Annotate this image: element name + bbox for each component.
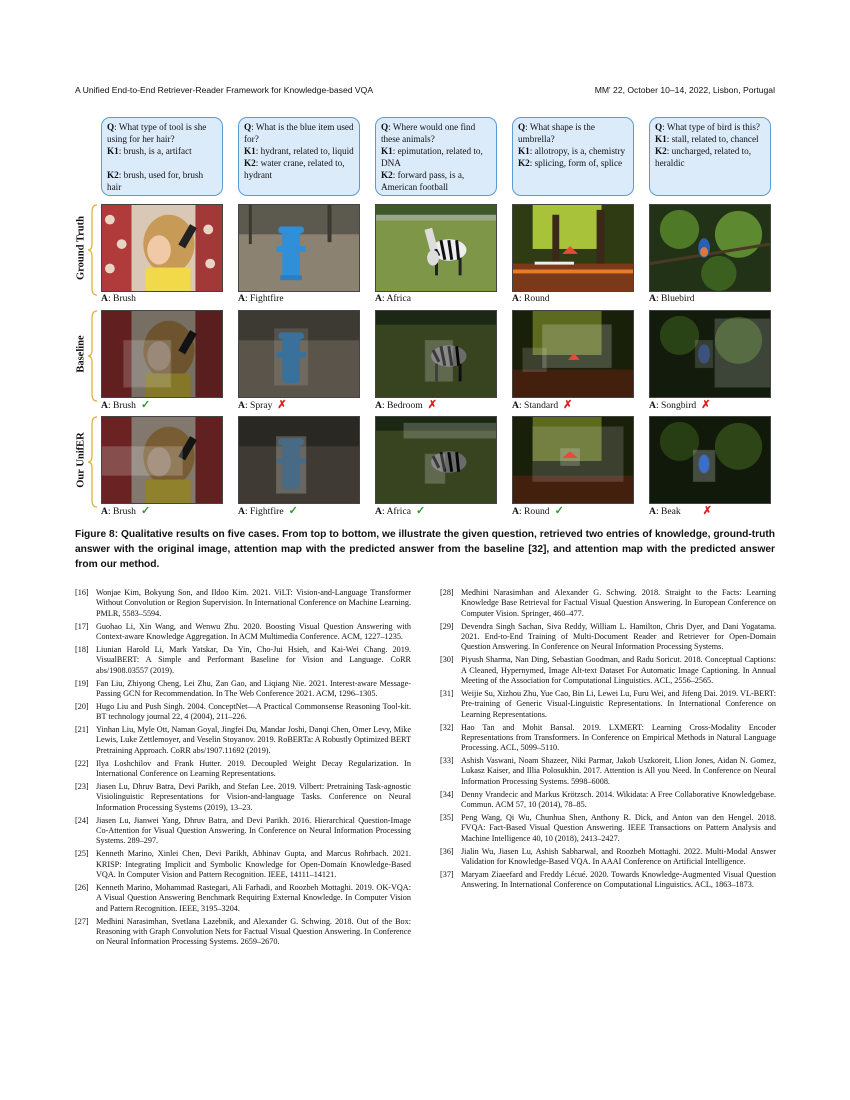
running-header (75, 85, 775, 95)
image-bird-gt (649, 204, 771, 292)
reference-item: [23] Jiasen Lu, Dhruv Batra, Devi Parikh, and Stefan Lee. 2019. Vilbert: Pretraining Task-agnostic Visiolinguistic Representations for Vision-and-language Tasks. Conference on Neural Information Processing Systems (2019), 13–23. (75, 782, 411, 812)
image-girl-brush-baseline (101, 310, 223, 398)
reference-item: [29] Devendra Singh Sachan, Siva Reddy, William L. Hamilton, Chris Dyer, and Dani Yogatama. 2021. End-to-End Training of Multi-Document Reader and Retriever for Open-Domain Question Answering. In Conference on Neural Information Processing Systems. (440, 621, 776, 652)
references-right (440, 588, 776, 893)
row-label-ours: Our UnifER (75, 432, 87, 488)
cross-icon: ✗ (701, 399, 711, 411)
answer-gt-2: A: Fightfire (238, 293, 284, 304)
brace-baseline (88, 310, 98, 402)
reference-item: [24] Jiasen Lu, Jianwei Yang, Dhruv Batra, and Devi Parikh. 2016. Hierarchical Question-Image Co-Attention for Visual Question Answering. In Conference on Neural Information Processing Systems. 289–297. (75, 815, 411, 846)
image-girl-brush-ours (101, 416, 223, 504)
answer-gt-4: A: Round (512, 293, 550, 304)
reference-item: [35] Peng Wang, Qi Wu, Chunhua Shen, Anthony R. Dick, and Anton van den Hengel. 2018. FVQA: Fact-Based Visual Question Answering. IEEE Transactions on Pattern Analysis and Machine Intelligence 40, 10 (2018), 2413–2427. (440, 813, 776, 843)
image-bird-ours (649, 416, 771, 504)
reference-item: [31] Weijie Su, Xizhou Zhu, Yue Cao, Bin Li, Lewei Lu, Furu Wei, and Jifeng Dai. 2019. VL-BERT: Pre-training of Generic Visual-Linguistic Representations. In International Conference on Learning Representations. (440, 688, 776, 719)
reference-item: [26] Kenneth Marino, Mohammad Rastegari, Ali Farhadi, and Roozbeh Mottaghi. 2019. OK-VQA: A Visual Question Answering Benchmark Requiring External Knowledge. In Computer Vision and Pattern Recognition. IEEE, 3195–3204. (75, 882, 411, 913)
answer-ours-1: A: Brush ✓ (101, 505, 151, 517)
reference-item: [21] Yinhan Liu, Myle Ott, Naman Goyal, Jingfei Du, Mandar Joshi, Danqi Chen, Omer Levy, Mike Lewis, Luke Zettlemoyer, and Veselin Stoyanov. 2019. RoBERTa: A Robustly Optimized BERT Pretraining Approach. CoRR abs/1907.11692 (2019). (75, 725, 411, 755)
question-box-3: Q: Where would one find these animals? K1: epimutation, related to, DNA K2: forward pass, is a, American football (375, 117, 497, 196)
check-icon: ✓ (554, 505, 564, 517)
question-box-2: Q: What is the blue item used for? K1: hydrant, related to, liquid K2: water crane, related to, hydrant (238, 117, 360, 196)
cross-icon: ✗ (277, 399, 287, 411)
brace-ours (88, 416, 98, 508)
reference-item: [28] Medhini Narasimhan and Alexander G. Schwing. 2018. Straight to the Facts: Learning Knowledge Base Retrieval for Factual Visual Question Answering. In European Conference on Computer Vision. Springer, 460–477. (440, 588, 776, 618)
check-icon: ✓ (415, 505, 426, 517)
cross-icon: ✗ (563, 399, 573, 411)
answer-gt-1: A: Brush (101, 293, 136, 304)
answer-baseline-2: A: Spray ✗ (238, 399, 287, 411)
reference-item: [16] Wonjae Kim, Bokyung Son, and Ildoo Kim. 2021. ViLT: Vision-and-Language Transformer Without Convolution or Region Supervision. In International Conference on Machine Learning. PMLR, 5583–5594. (75, 588, 411, 618)
image-umbrella-ours (512, 416, 634, 504)
reference-item: [19] Fan Liu, Zhiyong Cheng, Lei Zhu, Zan Gao, and Liqiang Nie. 2021. Interest-aware Message-Passing GCN for Recommendation. In The Web Conference 2021. ACM, 1296–1305. (75, 678, 411, 698)
image-girl-brush-gt (101, 204, 223, 292)
answer-gt-3: A: Africa (375, 293, 411, 304)
reference-item: [17] Guohao Li, Xin Wang, and Wenwu Zhu. 2020. Boosting Visual Question Answering with Context-aware Knowledge Aggregation. In ACM Multimedia Conference. ACM, 1227–1235. (75, 621, 411, 641)
reference-item: [25] Kenneth Marino, Xinlei Chen, Devi Parikh, Abhinav Gupta, and Marcus Rohrbach. 2021. KRISP: Integrating Implicit and Symbolic Knowledge for Open-Domain Knowledge-Based VQA. In Computer Vision and Pattern Recognition. IEEE, 14111–14121. (75, 849, 411, 879)
figure-caption: Figure 8: Qualitative results on five cases. From top to bottom, we illustrate the given question, retrieved two entries of knowledge, ground-truth answer with the original image, attention map with the predicted answer from the baseline [32], and attention map with the predicted answer from our method. (75, 529, 775, 570)
image-hydrant-baseline (238, 310, 360, 398)
check-icon: ✓ (140, 505, 151, 517)
reference-item: [18] Liunian Harold Li, Mark Yatskar, Da Yin, Cho-Jui Hsieh, and Kai-Wei Chang. 2019. VisualBERT: A Simple and Performant Baseline for Vision and Language. CoRR abs/1908.03557 (2019). (75, 644, 411, 675)
reference-item: [27] Medhini Narasimhan, Svetlana Lazebnik, and Alexander G. Schwing. 2018. Out of the Box: Reasoning with Graph Convolution Nets for Factual Visual Question Answering. In Conference on Neural Information Processing Systems. 2659–2670. (75, 916, 411, 947)
image-umbrella-baseline (512, 310, 634, 398)
row-label-ground-truth: Ground Truth (75, 216, 87, 280)
question-box-1: Q: What type of tool is she using for her hair? K1: brush, is a, artifact K2: brush, used for, brush hair (101, 117, 223, 196)
check-icon: ✓ (288, 505, 298, 517)
reference-item: [20] Hugo Liu and Push Singh. 2004. ConceptNet—A Practical Commonsense Reasoning Tool-kit. BT technology journal 22, 4 (2004), 211–226. (75, 701, 411, 722)
image-bird-baseline (649, 310, 771, 398)
answer-baseline-1: A: Brush ✓ (101, 399, 151, 411)
reference-item: [34] Denny Vrandecic and Markus Krötzsch. 2014. Wikidata: A Free Collaborative Knowledgebase. Commun. ACM 57, 10 (2014), 78–85. (440, 789, 776, 810)
answer-ours-2: A: Fightfire ✓ (238, 505, 298, 517)
image-umbrella-gt (512, 204, 634, 292)
reference-item: [33] Ashish Vaswani, Noam Shazeer, Niki Parmar, Jakob Uszkoreit, Llion Jones, Aidan N. Gomez, Lukasz Kaiser, and Illia Polosukhin. 2017. Attention is All you Need. In Conference on Neural Information Processing Systems. 5998–6008. (440, 756, 776, 786)
reference-item: [37] Maryam Ziaeefard and Freddy Lécué. 2020. Towards Knowledge-Augmented Visual Question Answering. In International Conference on Computational Linguistics. ACL, 1863–1873. (440, 869, 776, 890)
brace-ground-truth (88, 204, 98, 296)
row-label-baseline: Baseline (75, 335, 87, 373)
answer-baseline-5: A: Songbird ✗ (649, 399, 711, 411)
image-hydrant-gt (238, 204, 360, 292)
check-icon: ✓ (140, 399, 151, 411)
image-zebra-gt (375, 204, 497, 292)
cross-icon: ✗ (702, 505, 712, 517)
answer-ours-4: A: Round ✓ (512, 505, 564, 517)
answer-baseline-4: A: Standard ✗ (512, 399, 573, 411)
answer-gt-5: A: Bluebird (649, 293, 695, 304)
cross-icon: ✗ (427, 399, 437, 411)
image-hydrant-ours (238, 416, 360, 504)
references-left (75, 588, 411, 950)
question-box-4: Q: What shape is the umbrella? K1: allotropy, is a, chemistry K2: splicing, form of, splice (512, 117, 634, 196)
image-zebra-ours (375, 416, 497, 504)
answer-baseline-3: A: Bedroom ✗ (375, 399, 437, 411)
question-box-5: Q: What type of bird is this? K1: stall, related to, chancel K2: uncharged, related to, heraldic (649, 117, 771, 196)
reference-item: [36] Jialin Wu, Jiasen Lu, Ashish Sabharwal, and Roozbeh Mottaghi. 2022. Multi-Modal Answer Validation for Knowledge-Based VQA. In AAAI Conference on Artificial Intelligence. (440, 846, 776, 866)
header-venue: MM' 22, October 10–14, 2022, Lisbon, Portugal (594, 85, 775, 95)
answer-ours-3: A: Africa ✓ (375, 505, 426, 517)
answer-ours-5: A: Beak ✗ (649, 505, 712, 517)
reference-item: [30] Piyush Sharma, Nan Ding, Sebastian Goodman, and Radu Soricut. 2018. Conceptual Captions: A Cleaned, Hypernymed, Image Alt-text Dataset For Automatic Image Captioning. In Annual Meeting of the Association for Computational Linguistics. ACL, 2556–2565. (440, 655, 776, 685)
reference-item: [32] Hao Tan and Mohit Bansal. 2019. LXMERT: Learning Cross-Modality Encoder Representations from Transformers. In Conference on Empirical Methods in Natural Language Processing. ACL, 5099–5110. (440, 722, 776, 753)
header-title: A Unified End-to-End Retriever-Reader Framework for Knowledge-based VQA (75, 85, 374, 95)
image-zebra-baseline (375, 310, 497, 398)
reference-item: [22] Ilya Loshchilov and Frank Hutter. 2019. Decoupled Weight Decay Regularization. In International Conference on Learning Representations. (75, 758, 411, 779)
